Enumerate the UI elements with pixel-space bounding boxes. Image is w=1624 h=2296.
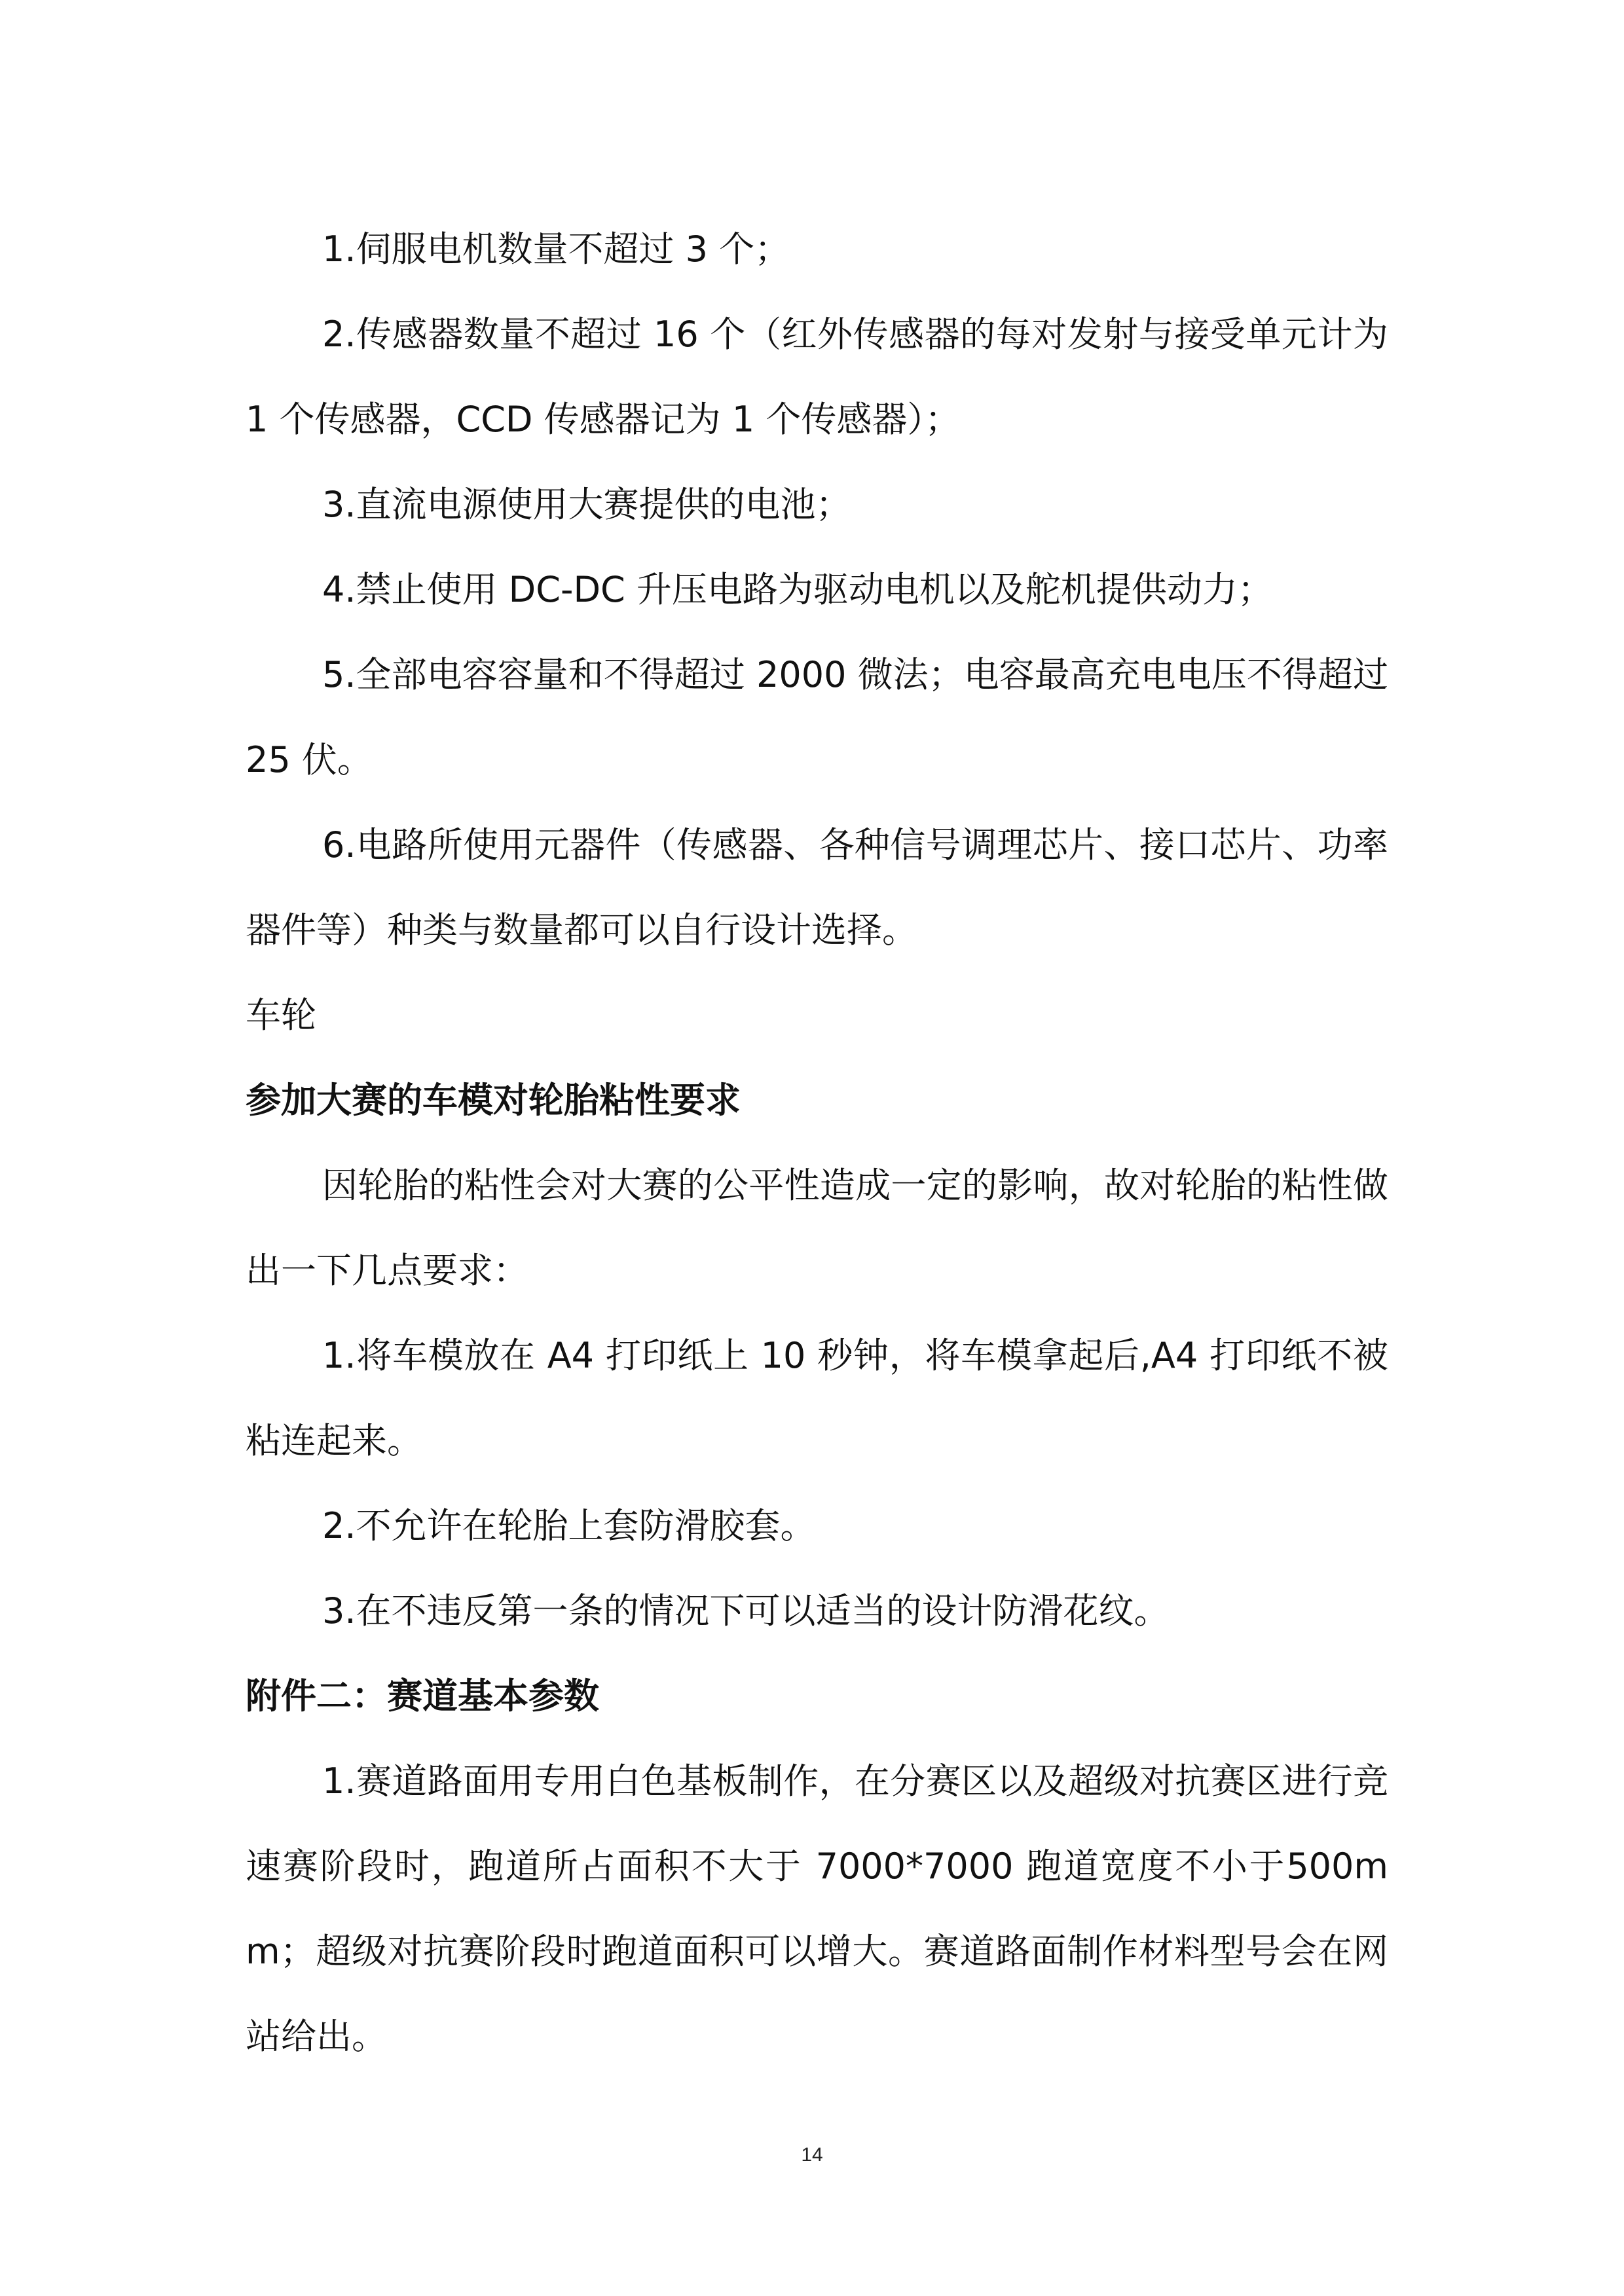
- tire-item-3: 3.在不违反第一条的情况下可以适当的设计防滑花纹。: [322, 1590, 1170, 1631]
- attachment-two-heading: 附件二：赛道基本参数: [246, 1675, 599, 1717]
- section-wheel-title: 车轮: [246, 994, 316, 1036]
- requirement-item-6: 6.电路所使用元器件（传感器、各种信号调理芯片、接口芯片、功率器件等）种类与数量都可以自行设计选择。: [246, 824, 1388, 951]
- requirement-item-3: 3.直流电源使用大赛提供的电池；: [322, 484, 851, 525]
- document-body: [246, 207, 1388, 2079]
- tire-requirements-heading: 参加大赛的车模对轮胎粘性要求: [246, 1080, 741, 1121]
- track-item-1: 1.赛道路面用专用白色基板制作，在分赛区以及超级对抗赛区进行竞速赛阶段时，跑道所占面积不大于 7000*7000 跑道宽度不小于500mm；超级对抗赛阶段时跑道面积可以增大。赛道路面制作材料型号会在网站给出。: [246, 1760, 1388, 2057]
- requirement-item-4: 4.禁止使用 DC-DC 升压电路为驱动电机以及舵机提供动力；: [322, 569, 1273, 610]
- tire-item-1: 1.将车模放在 A4 打印纸上 10 秒钟，将车模拿起后,A4 打印纸不被粘连起来。: [246, 1335, 1388, 1461]
- requirement-item-2: 2.传感器数量不超过 16 个（红外传感器的每对发射与接受单元计为 1 个传感器，CCD 传感器记为 1 个传感器）；: [246, 314, 1388, 440]
- requirement-item-1: 1.伺服电机数量不超过 3 个；: [322, 228, 790, 270]
- requirement-item-5: 5.全部电容容量和不得超过 2000 微法；电容最高充电电压不得超过 25 伏。: [246, 654, 1388, 780]
- tire-intro-paragraph: 因轮胎的粘性会对大赛的公平性造成一定的影响，故对轮胎的粘性做出一下几点要求：: [246, 1165, 1388, 1291]
- tire-item-2: 2.不允许在轮胎上套防滑胶套。: [322, 1505, 816, 1546]
- page-number: 14: [801, 2144, 823, 2166]
